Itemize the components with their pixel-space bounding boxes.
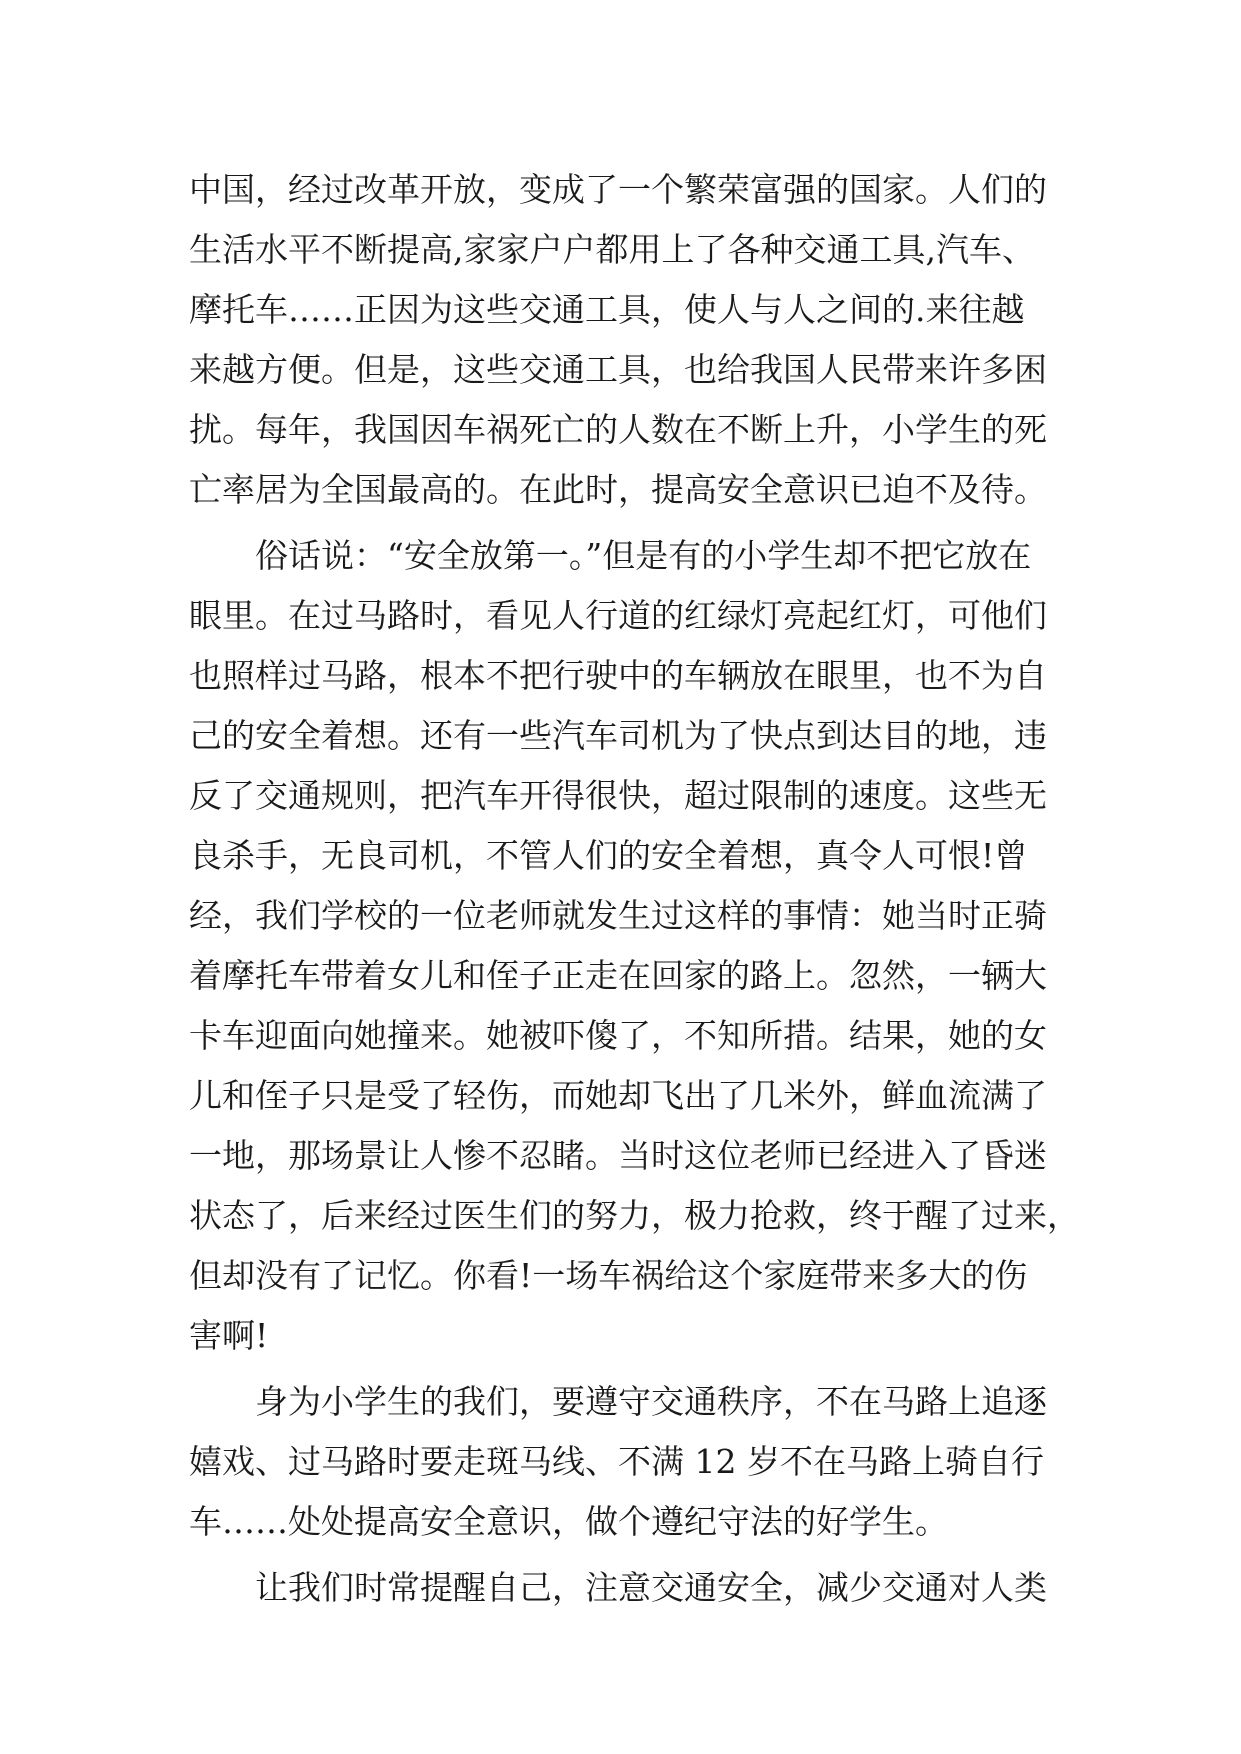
paragraph-start-line: 俗话说：“安全放第一。”但是有的小学生却不把它放在 — [255, 536, 1032, 575]
text-line: 良杀手，无良司机，不管人们的安全着想，真令人可恨!曾 — [189, 836, 1028, 875]
text-line: 也照样过马路，根本不把行驶中的车辆放在眼里，也不为自 — [189, 656, 1047, 695]
text-line: 反了交通规则，把汽车开得很快，超过限制的速度。这些无 — [189, 776, 1047, 815]
text-line: 一地，那场景让人惨不忍睹。当时这位老师已经进入了昏迷 — [189, 1136, 1047, 1175]
text-line: 害啊! — [189, 1316, 269, 1355]
text-line: 亡率居为全国最高的。在此时，提高安全意识已迫不及待。 — [189, 470, 1047, 509]
text-line: 生活水平不断提高,家家户户都用上了各种交通工具,汽车、 — [189, 230, 1035, 269]
text-line: 摩托车……正因为这些交通工具，使人与人之间的.来往越 — [189, 290, 1025, 329]
text-line: 己的安全着想。还有一些汽车司机为了快点到达目的地，违 — [189, 716, 1047, 755]
text-line: 眼里。在过马路时，看见人行道的红绿灯亮起红灯，可他们 — [189, 596, 1047, 635]
text-line: 中国，经过改革开放，变成了一个繁荣富强的国家。人们的 — [189, 170, 1047, 209]
article-body — [189, 160, 1080, 1618]
paragraph-start-line: 让我们时常提醒自己，注意交通安全，减少交通对人类 — [255, 1568, 1047, 1607]
text-line: 车……处处提高安全意识，做个遵纪守法的好学生。 — [189, 1502, 948, 1541]
text-line: 来越方便。但是，这些交通工具，也给我国人民带来许多困 — [189, 350, 1047, 389]
text-line: 卡车迎面向她撞来。她被吓傻了，不知所措。结果，她的女 — [189, 1016, 1047, 1055]
text-line: 儿和侄子只是受了轻伤，而她却飞出了几米外，鲜血流满了 — [189, 1076, 1047, 1115]
text-line: 嬉戏、过马路时要走斑马线、不满 12 岁不在马路上骑自行 — [189, 1442, 1044, 1481]
paragraph-start-line: 身为小学生的我们，要遵守交通秩序，不在马路上追逐 — [255, 1382, 1047, 1421]
text-line: 着摩托车带着女儿和侄子正走在回家的路上。忽然，一辆大 — [189, 956, 1047, 995]
text-line: 扰。每年，我国因车祸死亡的人数在不断上升，小学生的死 — [189, 410, 1047, 449]
text-line: 经，我们学校的一位老师就发生过这样的事情：她当时正骑 — [189, 896, 1047, 935]
text-line: 状态了，后来经过医生们的努力，极力抢救，终于醒了过来， — [189, 1196, 1080, 1235]
text-line: 但却没有了记忆。你看!一场车祸给这个家庭带来多大的伤 — [189, 1256, 1028, 1295]
